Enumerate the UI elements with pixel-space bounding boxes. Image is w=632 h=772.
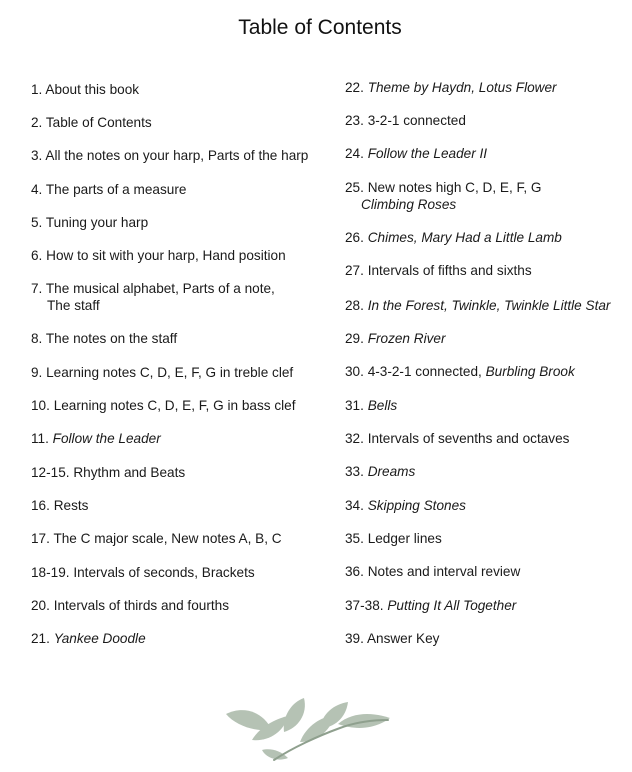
toc-entry-4: 4. The parts of a measure	[31, 182, 187, 197]
leaf-sprig-icon	[222, 696, 394, 768]
toc-entry-5: 5. Tuning your harp	[31, 215, 149, 230]
toc-entry-7: 7. The musical alphabet, Parts of a note, The staff	[31, 281, 275, 313]
toc-entry-9: 9. Learning notes C, D, E, F, G in treble clef	[31, 365, 294, 380]
toc-entry-25: 25. New notes high C, D, E, F, G Climbing Roses	[345, 180, 542, 212]
toc-entry-31: 31. Bells	[345, 398, 398, 413]
toc-entry-1: 1. About this book	[31, 82, 140, 97]
toc-entry-26: 26. Chimes, Mary Had a Little Lamb	[345, 230, 562, 245]
toc-entry-6: 6. How to sit with your harp, Hand position	[31, 248, 286, 263]
toc-entry-24: 24. Follow the Leader II	[345, 146, 488, 161]
page-title: Table of Contents	[238, 16, 402, 39]
toc-entry-7-continuation: The staff	[47, 298, 100, 313]
toc-entry-35: 35. Ledger lines	[345, 531, 442, 546]
toc-entry-8: 8. The notes on the staff	[31, 331, 178, 346]
toc-entry-25-continuation: Climbing Roses	[361, 197, 457, 212]
toc-entry-22: 22. Theme by Haydn, Lotus Flower	[345, 80, 557, 95]
toc-entry-36: 36. Notes and interval review	[345, 564, 521, 579]
toc-entry-27: 27. Intervals of fifths and sixths	[345, 263, 532, 278]
toc-entry-17: 17. The C major scale, New notes A, B, C	[31, 531, 282, 546]
toc-entry-23: 23. 3-2-1 connected	[345, 113, 466, 128]
toc-entry-20: 20. Intervals of thirds and fourths	[31, 598, 229, 613]
toc-entry-37-38: 37-38. Putting It All Together	[345, 598, 517, 613]
toc-entry-2: 2. Table of Contents	[31, 115, 152, 130]
toc-entry-39: 39. Answer Key	[345, 631, 440, 646]
toc-entry-11: 11. Follow the Leader	[31, 431, 161, 446]
toc-entry-28: 28. In the Forest, Twinkle, Twinkle Little Star	[345, 298, 611, 313]
toc-entry-12-15: 12-15. Rhythm and Beats	[31, 465, 186, 480]
toc-entry-30: 30. 4-3-2-1 connected, Burbling Brook	[345, 364, 575, 379]
toc-entry-21: 21. Yankee Doodle	[31, 631, 146, 646]
toc-entry-34: 34. Skipping Stones	[345, 498, 466, 513]
toc-entry-29: 29. Frozen River	[345, 331, 446, 346]
toc-entry-18-19: 18-19. Intervals of seconds, Brackets	[31, 565, 255, 580]
toc-entry-32: 32. Intervals of sevenths and octaves	[345, 431, 570, 446]
toc-entry-10: 10. Learning notes C, D, E, F, G in bass clef	[31, 398, 296, 413]
toc-entry-16: 16. Rests	[31, 498, 89, 513]
toc-entry-3: 3. All the notes on your harp, Parts of the harp	[31, 148, 309, 163]
toc-entry-33: 33. Dreams	[345, 464, 416, 479]
